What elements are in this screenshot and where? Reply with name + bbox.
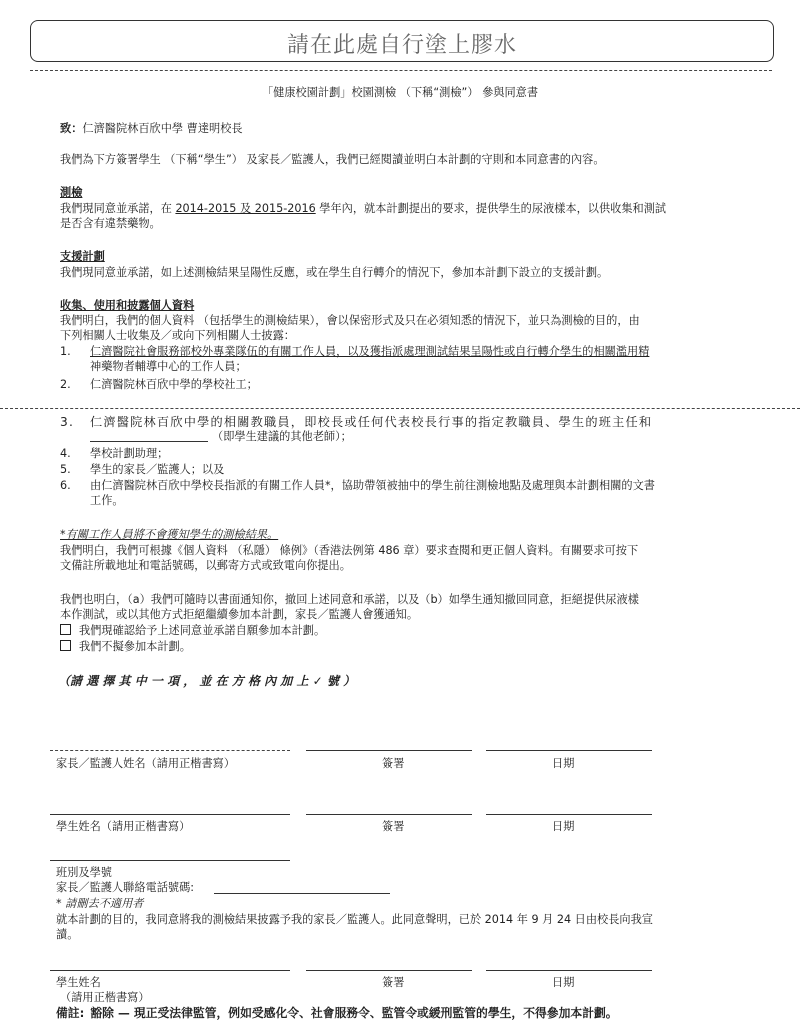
signature-line[interactable] <box>306 814 472 815</box>
privacy-heading: 收集、使用和披露個人資料 <box>60 299 195 312</box>
print-note: （請用正楷書寫） <box>60 991 150 1004</box>
access-line-1: 我們明白，我們可根據《個人資料 （私隱） 條例》（香港法例第 486 章）要求查閱和更正個人資料。有關要求可按下 <box>60 544 639 557</box>
checkbox[interactable] <box>60 640 71 651</box>
list-item-number: 5. <box>60 463 71 476</box>
list-item-text: 由仁濟醫院林百欣中學校長指派的有關工作人員*，協助帶領被抽中的學生前往測檢地點及處理與本計劃相關的文書 <box>90 479 655 492</box>
support-text: 我們現同意並承諾，如上述測檢結果呈陽性反應，或在學生自行轉介的情況下，參加本計劃下設立的支援計劃。 <box>60 266 609 279</box>
testing-years: 2014-2015 及 2015-2016 <box>175 202 316 215</box>
checkbox[interactable] <box>60 624 71 635</box>
list-item-number: 6. <box>60 479 71 492</box>
parent-name-label: 家長／監護人姓名（請用正楷書寫） <box>56 757 236 770</box>
option-decline[interactable] <box>60 639 191 654</box>
addressee <box>60 121 243 136</box>
parent-phone-line[interactable] <box>214 893 390 894</box>
signature-label: 簽署 <box>382 757 405 770</box>
option-agree[interactable] <box>60 623 325 638</box>
student-name-line[interactable] <box>50 970 290 971</box>
testing-text-pre: 我們現同意並承諾，在 <box>60 202 176 215</box>
privacy-line-1: 我們明白，我們的個人資料 （包括學生的測檢結果），會以保密形式及只在必須知悉的情況下，並只為測檢的目的，由 <box>60 314 640 327</box>
testing-line-2: 是否含有違禁藥物。 <box>60 217 161 230</box>
list-item <box>60 462 224 477</box>
student-name-line[interactable] <box>50 814 290 815</box>
option-label: 我們現確認給予上述同意並承諾自願參加本計劃。 <box>79 624 326 637</box>
class-number-line[interactable] <box>50 860 290 861</box>
list-item-text: 仁濟醫院林百欣中學的學校社工； <box>90 378 258 391</box>
student-consent-line-1: 就本計劃的目的，我同意將我的測檢結果披露予我的家長／監護人。此同意聲明，已於 2014 年 9 月 24 日由校長向我宣 <box>56 913 653 926</box>
student-name-label: 學生姓名 <box>56 976 101 989</box>
access-line-2: 文備註所載地址和電話號碼，以郵寄方式或致電向你提出。 <box>60 559 351 572</box>
selection-instruction: （請 選 擇 其 中 一 項 ， 並 在 方 格 內 加 上 ✓ 號 ） <box>58 674 356 688</box>
date-line[interactable] <box>486 814 652 815</box>
list-item-text: 仁濟醫院林百欣中學的相關教職員，即校長或任何代表校長行事的指定教職員、學生的班主任和 <box>90 415 653 429</box>
date-label: 日期 <box>552 976 575 989</box>
testing-heading: 測檢 <box>60 186 83 199</box>
list-item-continuation: 神藥物者輔導中心的工作人員； <box>90 360 247 373</box>
cut-line-top <box>30 70 772 71</box>
addressee-text: 仁濟醫院林百欣中學 曹達明校長 <box>82 122 243 135</box>
list-item <box>60 415 652 430</box>
student-consent-line-2: 讀。 <box>56 928 79 941</box>
list-item <box>60 344 649 359</box>
addressee-prefix: 致： <box>60 122 83 135</box>
intro-paragraph: 我們為下方簽署學生 （下稱“學生”） 及家長／監護人，我們已經閱讀並明白本計劃的守則和本同意書的內容。 <box>60 153 605 166</box>
signature-top-line <box>50 750 290 751</box>
list-item-number: 1. <box>60 345 71 358</box>
page-fold-line <box>0 408 800 409</box>
option-label: 我們不擬參加本計劃。 <box>79 640 191 653</box>
list-item <box>60 446 168 461</box>
footnote: *有關工作人員將不會獲知學生的測檢結果。 <box>60 528 279 541</box>
support-heading: 支援計劃 <box>60 250 105 263</box>
document-title: 「健康校園計劃」校園測檢 （下稱“測檢”） 參與同意書 <box>261 86 539 99</box>
signature-line[interactable] <box>306 970 472 971</box>
glue-strip-text: 請在此處自行塗上膠水 <box>286 33 517 58</box>
date-line[interactable] <box>486 970 652 971</box>
list-item-continuation: （即學生建議的其他老師）； <box>212 430 352 443</box>
list-item-number: 4. <box>60 447 71 460</box>
date-line <box>486 750 652 751</box>
testing-line-1 <box>60 201 666 216</box>
withdraw-line-2: 本作測試，或以其他方式拒絕繼續參加本計劃，家長／監護人會獲通知。 <box>60 608 419 621</box>
teacher-name-blank <box>90 441 208 442</box>
list-item-text: 學生的家長／監護人；以及 <box>90 463 225 476</box>
parent-phone-label: 家長／監護人聯絡電話號碼: <box>56 881 195 894</box>
privacy-line-2: 下列相關人士收集及／或向下列相關人士披露： <box>60 329 295 342</box>
testing-text-post: 學年內，就本計劃提出的要求，提供學生的尿液樣本，以供收集和測試 <box>315 202 667 215</box>
list-item <box>60 478 655 493</box>
signature-line <box>306 750 472 751</box>
list-item-number: 2. <box>60 378 71 391</box>
list-item-continuation: 工作。 <box>90 494 124 507</box>
signature-label: 簽署 <box>382 820 405 833</box>
withdraw-line-1: 我們也明白，（a）我們可隨時以書面通知你，撤回上述同意和承諾，以及（b）如學生通知撤回同意，拒絕提供尿液樣 <box>60 593 639 606</box>
student-name-label: 學生姓名（請用正楷書寫） <box>56 820 191 833</box>
class-number-label: 班別及學號 <box>56 866 112 879</box>
list-item <box>60 377 258 392</box>
date-label: 日期 <box>552 820 575 833</box>
remarks <box>56 1006 618 1021</box>
list-item-number: 3. <box>60 415 75 429</box>
list-item-text: 學校計劃助理； <box>90 447 169 460</box>
delete-note: * 請刪去不適用者 <box>56 897 144 910</box>
remarks-label: 備註: <box>56 1006 85 1020</box>
glue-strip-box <box>30 20 774 62</box>
list-item-text: 仁濟醫院社會服務部校外專業隊伍的有關工作人員，以及獲指派處理測試結果呈陽性或自行轉介學生的相關濫用精 <box>90 345 650 358</box>
remarks-text: 豁除 — 現正受法律監管，例如受感化令、社會服務令、監管令或緩刑監管的學生，不得參加本計劃。 <box>90 1006 618 1020</box>
date-label: 日期 <box>552 757 575 770</box>
signature-label: 簽署 <box>382 976 405 989</box>
